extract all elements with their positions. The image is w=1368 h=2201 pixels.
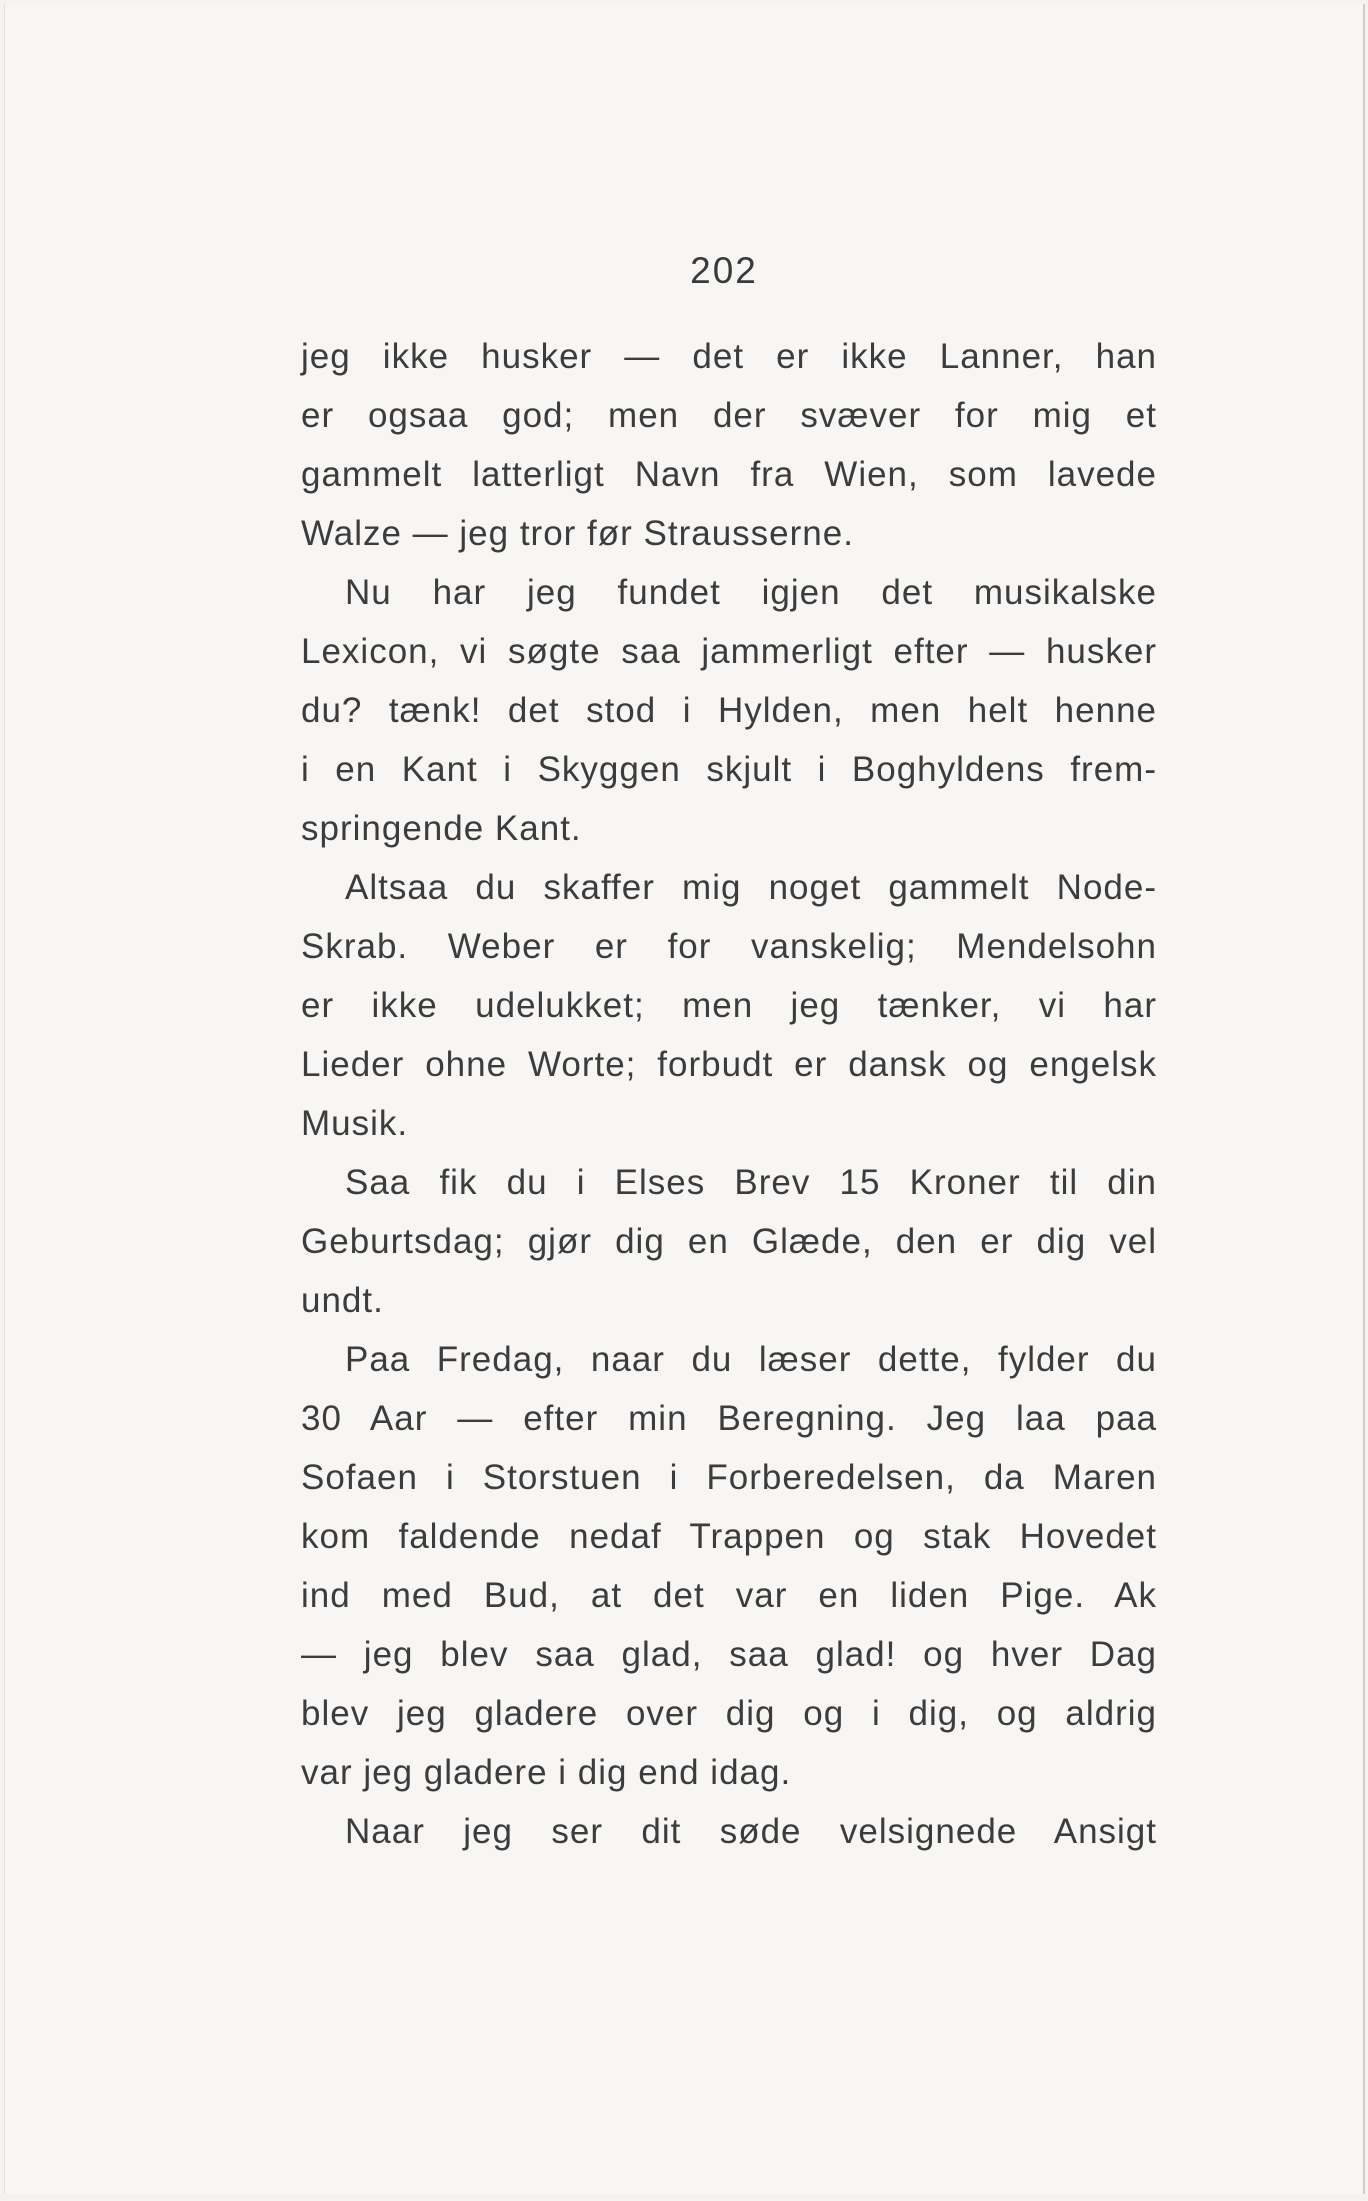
text-line: Nu har jeg fundet igjen det musikalske xyxy=(345,573,1157,612)
text-line: undt. xyxy=(301,1281,384,1320)
text-line: ind med Bud, at det var en liden Pige. Ak xyxy=(301,1576,1157,1615)
text-line: i en Kant i Skyggen skjult i Boghyldens frem- xyxy=(301,750,1157,789)
text-line: blev jeg gladere over dig og i dig, og aldrig xyxy=(301,1694,1157,1733)
text-line: Musik. xyxy=(301,1104,409,1143)
text-line: du? tænk! det stod i Hylden, men helt henne xyxy=(301,691,1157,730)
page-number: 202 xyxy=(690,250,758,291)
text-line: er ikke udelukket; men jeg tænker, vi har xyxy=(301,986,1157,1025)
body-text xyxy=(301,327,1157,1861)
text-line: kom faldende nedaf Trappen og stak Hovedet xyxy=(301,1517,1157,1556)
text-line: var jeg gladere i dig end idag. xyxy=(301,1753,792,1792)
text-line: springende Kant. xyxy=(301,809,582,848)
text-line: Skrab. Weber er for vanskelig; Mendelsohn xyxy=(301,927,1157,966)
text-line: Geburtsdag; gjør dig en Glæde, den er dig vel xyxy=(301,1222,1157,1261)
text-line: er ogsaa god; men der svæver for mig et xyxy=(301,396,1157,435)
text-line: Sofaen i Storstuen i Forberedelsen, da Maren xyxy=(301,1458,1157,1497)
text-line: Walze — jeg tror før Strausserne. xyxy=(301,514,854,553)
text-line: 30 Aar — efter min Beregning. Jeg laa paa xyxy=(301,1399,1157,1438)
text-line: Lieder ohne Worte; forbudt er dansk og engelsk xyxy=(301,1045,1157,1084)
text-line: Lexicon, vi søgte saa jammerligt efter — husker xyxy=(301,632,1157,671)
text-line: — jeg blev saa glad, saa glad! og hver Dag xyxy=(301,1635,1157,1674)
text-line: gammelt latterligt Navn fra Wien, som lavede xyxy=(301,455,1157,494)
text-line: jeg ikke husker — det er ikke Lanner, han xyxy=(301,337,1157,376)
text-line: Altsaa du skaffer mig noget gammelt Node- xyxy=(345,868,1157,907)
text-line: Naar jeg ser dit søde velsignede Ansigt xyxy=(345,1812,1157,1851)
text-line: Saa fik du i Elses Brev 15 Kroner til din xyxy=(345,1163,1157,1202)
text-line: Paa Fredag, naar du læser dette, fylder du xyxy=(345,1340,1157,1379)
book-page xyxy=(4,4,1365,2194)
